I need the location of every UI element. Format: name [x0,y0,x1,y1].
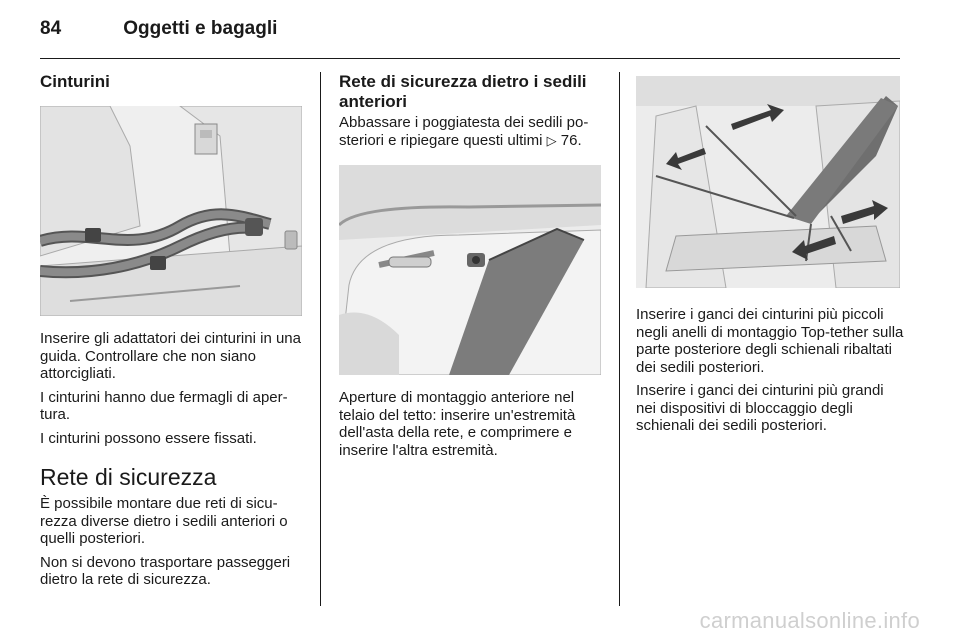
straps-paragraph-1: Inserire gli adattatori dei cinturini in una guida. Controllare che non siano attorcigliati. [40,330,301,382]
column-3 [636,72,904,441]
column-divider [320,72,321,606]
roof-mount-caption: Aperture di montaggio anteriore nel telaio del tetto: inserire un'estremità dell'asta della rete, e comprimere e inserire l'altra estremità. [339,389,576,459]
subheading-cinturini: Cinturini [40,72,110,91]
chapter-title: Oggetti e bagagli [123,18,278,39]
section-heading-safety-net: Rete di sicurezza [40,464,217,490]
site-watermark: carmanualsonline.info [699,608,920,633]
column-divider [619,72,620,606]
column-2 [339,72,605,465]
straps-illustration [40,106,302,316]
straps-paragraph-3: I cinturini possono essere fissati. [40,429,257,447]
column-1 [40,72,306,595]
header-rule [40,58,900,59]
subheading-front-net: Rete di sicurezza dietro i sedili anteriori [339,72,587,111]
page-number: 84 [40,18,62,39]
straps-paragraph-2: I cinturini hanno due fermagli di aper-tura. [40,388,288,423]
rear-net-paragraph-2: Inserire i ganci dei cinturini più grandi nei dispositivi di bloccaggio degli schienali dei sedili posteriori. [636,382,884,434]
front-net-intro [339,114,605,149]
front-net-ref-page: 76. [560,131,582,149]
front-net-intro-text: Abbassare i poggiatesta dei sedili po-steriori e ripiegare questi ultimi [339,114,589,149]
rear-net-paragraph-1: Inserire i ganci dei cinturini più piccoli negli anelli di montaggio Top-tether sulla parte posteriore degli schienali ribaltati dei sedili posteriori. [636,306,904,376]
page-reference-icon: ▷ [546,132,557,148]
rear-net-illustration [636,76,900,288]
roof-mount-illustration [339,165,601,375]
page-header [40,18,277,40]
safety-net-paragraph-1: È possibile montare due reti di sicu-rezza diverse dietro i sedili anteriori o quelli posteriori. [40,495,288,547]
safety-net-paragraph-2: Non si devono trasportare passeggeri dietro la rete di sicurezza. [40,553,291,588]
